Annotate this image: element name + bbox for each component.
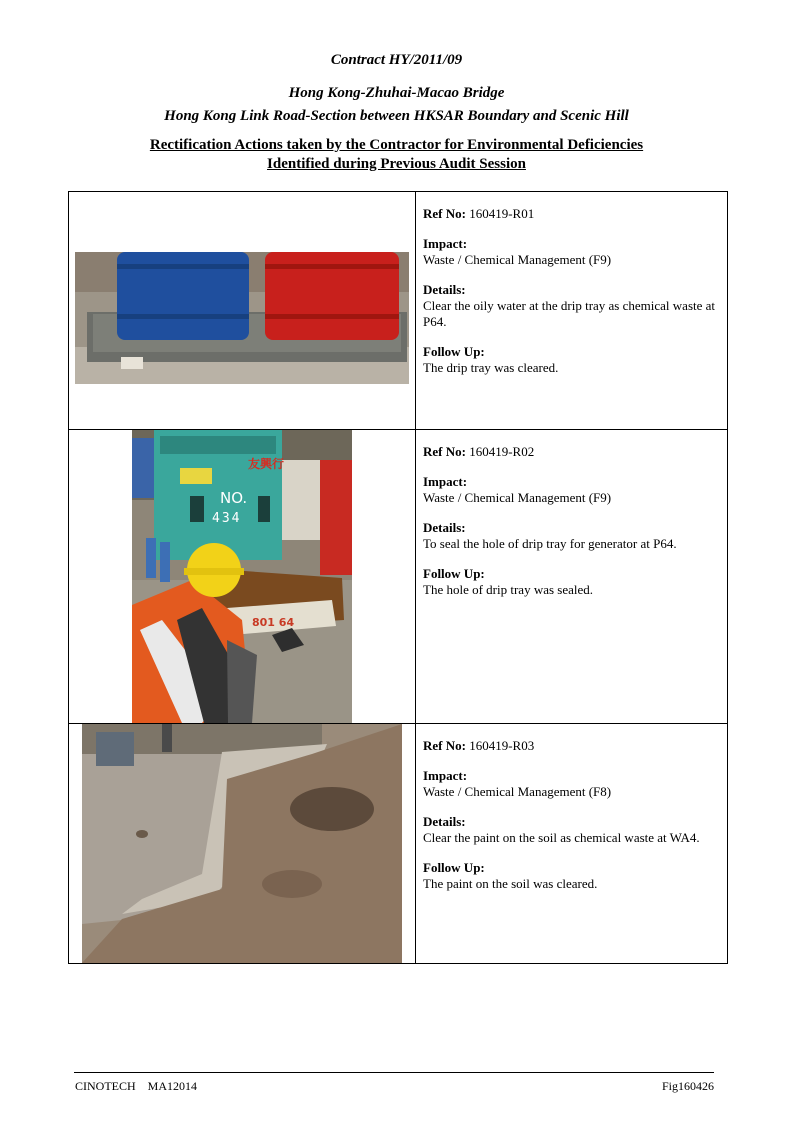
impact-label: Impact: <box>423 236 468 251</box>
entry-r02 <box>416 430 728 724</box>
follow-up-value: The hole of drip tray was sealed. <box>423 582 594 597</box>
photo-drip-tray-drums <box>75 252 409 384</box>
follow-up-value: The paint on the soil was cleared. <box>423 876 598 891</box>
details-label: Details: <box>423 814 466 829</box>
footer-right: Fig160426 <box>661 1079 714 1093</box>
tray-mark-text: 801 64 <box>252 616 295 629</box>
follow-up-value: The drip tray was cleared. <box>423 360 559 375</box>
report-title-line2: Identified during Previous Audit Session <box>267 156 526 172</box>
table-row <box>69 430 728 724</box>
ref-label: Ref No: <box>423 444 466 459</box>
photo-cell <box>69 192 416 430</box>
footer-left: CINOTECH MA12014 <box>75 1079 197 1093</box>
contract-number: Contract HY/2011/09 <box>330 52 463 68</box>
entry-r03 <box>416 724 728 964</box>
ref-value: 160419-R01 <box>469 206 535 221</box>
table-row <box>69 724 728 964</box>
table-row <box>69 192 728 430</box>
generator-no-text: NO. <box>220 489 248 507</box>
footer-rule <box>74 1072 714 1073</box>
impact-value: Waste / Chemical Management (F9) <box>423 490 612 505</box>
photo-generator-drip-tray <box>132 430 352 723</box>
details-value: Clear the oily water at the drip tray as chemical waste at P64. <box>423 298 716 329</box>
generator-sign-text: 友興行 <box>248 457 285 471</box>
ref-value: 160419-R02 <box>469 444 535 459</box>
impact-label: Impact: <box>423 474 468 489</box>
impact-value: Waste / Chemical Management (F9) <box>423 252 612 267</box>
ref-value: 160419-R03 <box>469 738 535 753</box>
photo-cell <box>69 430 416 724</box>
follow-up-label: Follow Up: <box>423 860 485 875</box>
follow-up-label: Follow Up: <box>423 344 485 359</box>
project-name: Hong Kong-Zhuhai-Macao Bridge <box>288 85 505 101</box>
photo-cell <box>69 724 416 964</box>
ref-label: Ref No: <box>423 206 466 221</box>
ref-label: Ref No: <box>423 738 466 753</box>
photo-soil-paint <box>82 724 402 963</box>
follow-up-label: Follow Up: <box>423 566 485 581</box>
report-title-line1: Rectification Actions taken by the Contractor for Environmental Deficiencies <box>149 137 644 153</box>
details-label: Details: <box>423 282 466 297</box>
details-value: To seal the hole of drip tray for generator at P64. <box>423 536 677 551</box>
section-name: Hong Kong Link Road-Section between HKSAR Boundary and Scenic Hill <box>164 108 629 124</box>
rectification-table <box>68 191 728 964</box>
entry-r01 <box>416 192 728 430</box>
details-label: Details: <box>423 520 466 535</box>
generator-num-text: 434 <box>212 511 242 526</box>
impact-value: Waste / Chemical Management (F8) <box>423 784 612 799</box>
details-value: Clear the paint on the soil as chemical waste at WA4. <box>423 830 700 845</box>
impact-label: Impact: <box>423 768 468 783</box>
